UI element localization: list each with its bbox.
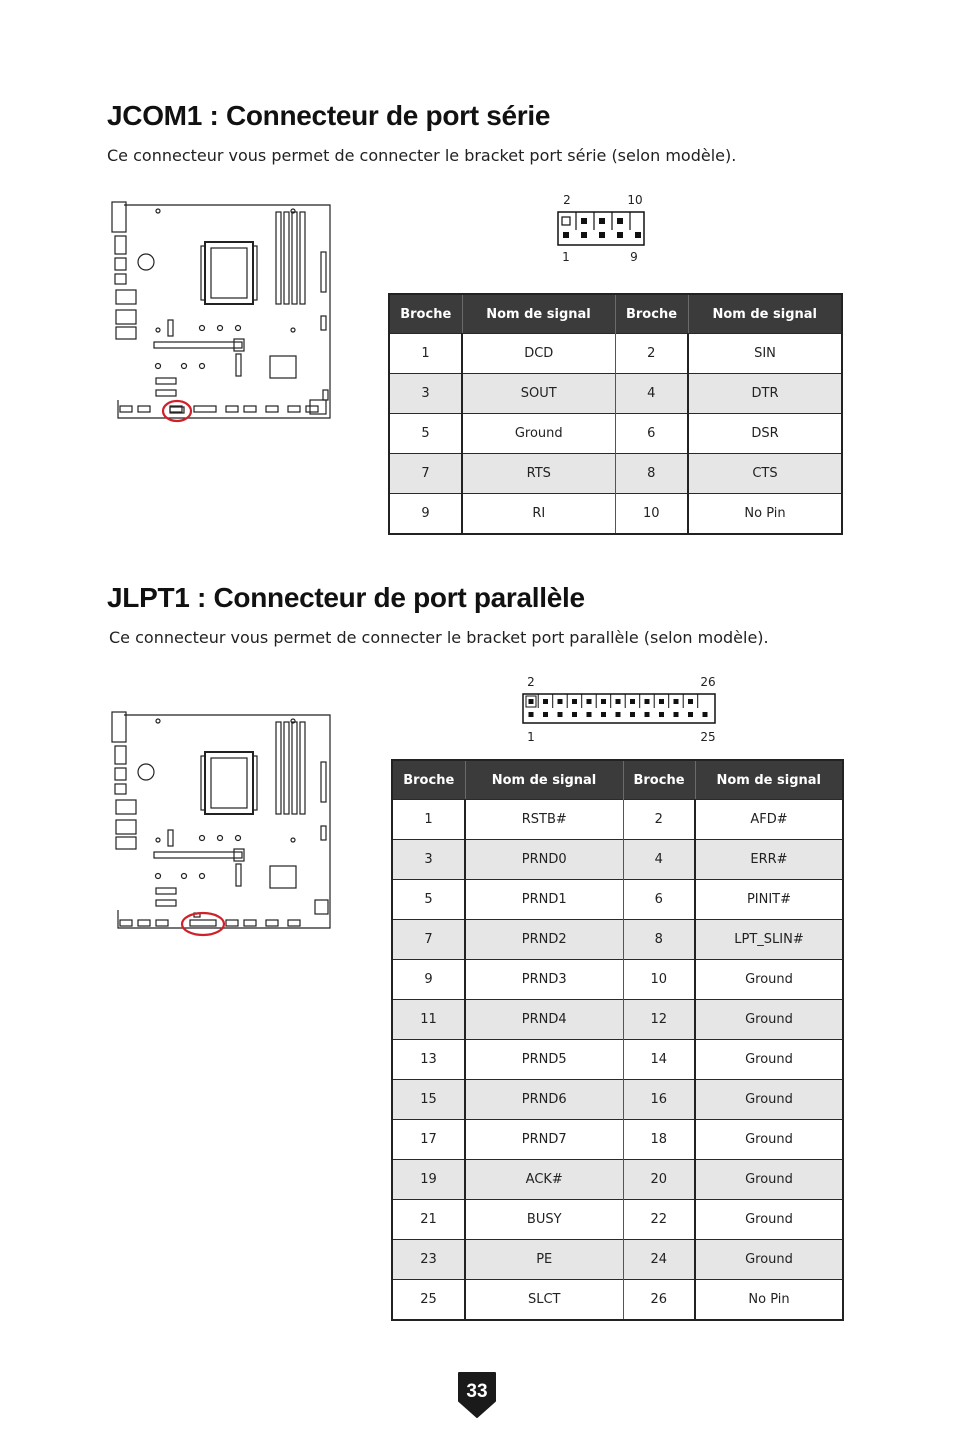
- header-pin: [529, 712, 534, 717]
- table-cell: ERR#: [695, 840, 843, 880]
- table-cell: 8: [615, 454, 688, 494]
- pin-label-top-right: 26: [700, 675, 716, 689]
- page-number: 33: [466, 1381, 488, 1402]
- pinout-table-jlpt1: [391, 759, 844, 1321]
- motherboard-diagram-jcom1: [110, 200, 335, 425]
- table-cell: PE: [465, 1240, 623, 1280]
- table-row: [392, 1000, 843, 1040]
- table-cell: 1: [389, 334, 462, 374]
- table-cell: 13: [392, 1040, 465, 1080]
- table-cell: 23: [392, 1240, 465, 1280]
- header-pin: [558, 699, 563, 704]
- table-cell: 21: [392, 1200, 465, 1240]
- table-row: [392, 1040, 843, 1080]
- table-cell: LPT_SLIN#: [695, 920, 843, 960]
- table-row: [392, 1080, 843, 1120]
- table-cell: 25: [392, 1280, 465, 1321]
- header-pin: [688, 699, 693, 704]
- column-header: Broche: [389, 294, 462, 334]
- header-pin: [572, 712, 577, 717]
- table-cell: 7: [389, 454, 462, 494]
- header-pin: [688, 712, 693, 717]
- table-row: [392, 920, 843, 960]
- table-cell: DCD: [462, 334, 615, 374]
- table-row: [392, 880, 843, 920]
- table-row: [392, 1160, 843, 1200]
- table-row: [392, 1240, 843, 1280]
- pin-label-bottom-right: 9: [630, 250, 638, 264]
- table-cell: 4: [623, 840, 695, 880]
- section-title-jlpt1: JLPT1 : Connecteur de port parallèle: [107, 582, 585, 613]
- column-header: Nom de signal: [688, 294, 842, 334]
- header-pin: [601, 699, 606, 704]
- table-cell: 3: [389, 374, 462, 414]
- table-header-row: [389, 294, 842, 334]
- header-pin: [659, 712, 664, 717]
- table-cell: 15: [392, 1080, 465, 1120]
- table-cell: PRND7: [465, 1120, 623, 1160]
- table-cell: No Pin: [695, 1280, 843, 1321]
- table-cell: 4: [615, 374, 688, 414]
- pinout-table-jcom1: [388, 293, 843, 535]
- table-cell: 10: [615, 494, 688, 535]
- table-cell: DSR: [688, 414, 842, 454]
- table-row: [392, 800, 843, 840]
- pin-label-bottom-left: 1: [527, 730, 535, 744]
- section-description-jcom1: Ce connecteur vous permet de connecter le bracket port série (selon modèle).: [107, 146, 737, 165]
- table-row: [392, 1120, 843, 1160]
- column-header: Broche: [623, 760, 695, 800]
- header-pin: [587, 712, 592, 717]
- table-cell: AFD#: [695, 800, 843, 840]
- header-pin: [645, 712, 650, 717]
- table-cell: 17: [392, 1120, 465, 1160]
- column-header: Broche: [392, 760, 465, 800]
- table-cell: 5: [389, 414, 462, 454]
- table-cell: 20: [623, 1160, 695, 1200]
- table-row: [389, 414, 842, 454]
- table-cell: CTS: [688, 454, 842, 494]
- header-pin: [645, 699, 650, 704]
- table-cell: PRND2: [465, 920, 623, 960]
- section-description-jlpt1: Ce connecteur vous permet de connecter le bracket port parallèle (selon modèle).: [109, 628, 769, 647]
- header-pin: [543, 712, 548, 717]
- table-row: [389, 334, 842, 374]
- table-cell: 14: [623, 1040, 695, 1080]
- table-cell: 9: [389, 494, 462, 535]
- motherboard-diagram-jlpt1: [110, 710, 335, 940]
- pin-label-bottom-left: 1: [562, 250, 570, 264]
- table-cell: Ground: [695, 1200, 843, 1240]
- table-cell: PRND6: [465, 1080, 623, 1120]
- table-cell: 6: [615, 414, 688, 454]
- pin-label-bottom-right: 25: [700, 730, 716, 744]
- table-cell: 2: [623, 800, 695, 840]
- table-cell: PRND3: [465, 960, 623, 1000]
- table-cell: 2: [615, 334, 688, 374]
- pin-header-jcom1: [548, 190, 658, 266]
- table-cell: 5: [392, 880, 465, 920]
- table-cell: 22: [623, 1200, 695, 1240]
- table-cell: 12: [623, 1000, 695, 1040]
- header-pin: [674, 699, 679, 704]
- table-cell: DTR: [688, 374, 842, 414]
- header-pin: [616, 699, 621, 704]
- section-title-jcom1: JCOM1 : Connecteur de port série: [107, 100, 551, 131]
- table-cell: SLCT: [465, 1280, 623, 1321]
- table-cell: PRND4: [465, 1000, 623, 1040]
- table-cell: 9: [392, 960, 465, 1000]
- table-cell: PRND1: [465, 880, 623, 920]
- table-cell: SIN: [688, 334, 842, 374]
- table-cell: 1: [392, 800, 465, 840]
- table-cell: PRND0: [465, 840, 623, 880]
- pin-label-top-right: 10: [627, 193, 643, 207]
- header-pin: [674, 712, 679, 717]
- table-cell: 16: [623, 1080, 695, 1120]
- header-pin: [529, 699, 534, 704]
- table-cell: PINIT#: [695, 880, 843, 920]
- header-pin: [558, 712, 563, 717]
- table-cell: BUSY: [465, 1200, 623, 1240]
- column-header: Nom de signal: [465, 760, 623, 800]
- table-cell: PRND5: [465, 1040, 623, 1080]
- table-row: [392, 1200, 843, 1240]
- column-header: Nom de signal: [462, 294, 615, 334]
- table-row: [389, 454, 842, 494]
- table-cell: Ground: [695, 1160, 843, 1200]
- table-cell: Ground: [695, 1080, 843, 1120]
- table-cell: 26: [623, 1280, 695, 1321]
- header-pin: [616, 712, 621, 717]
- table-cell: RI: [462, 494, 615, 535]
- table-cell: Ground: [695, 1000, 843, 1040]
- table-cell: Ground: [462, 414, 615, 454]
- table-cell: 19: [392, 1160, 465, 1200]
- header-pin: [587, 699, 592, 704]
- pin-label-top-left: 2: [563, 193, 571, 207]
- pin-header-jlpt1: [516, 672, 722, 748]
- table-cell: RTS: [462, 454, 615, 494]
- table-cell: 11: [392, 1000, 465, 1040]
- table-row: [389, 374, 842, 414]
- header-pin: [601, 712, 606, 717]
- pin-label-top-left: 2: [527, 675, 535, 689]
- table-cell: 7: [392, 920, 465, 960]
- table-row: [392, 1280, 843, 1321]
- header-pin: [659, 699, 664, 704]
- table-cell: Ground: [695, 1240, 843, 1280]
- table-row: [389, 494, 842, 535]
- table-cell: Ground: [695, 960, 843, 1000]
- table-cell: ACK#: [465, 1160, 623, 1200]
- table-cell: SOUT: [462, 374, 615, 414]
- table-cell: No Pin: [688, 494, 842, 535]
- table-cell: 24: [623, 1240, 695, 1280]
- table-cell: Ground: [695, 1040, 843, 1080]
- column-header: Nom de signal: [695, 760, 843, 800]
- table-row: [392, 840, 843, 880]
- header-pin: [703, 712, 708, 717]
- table-cell: 6: [623, 880, 695, 920]
- table-cell: Ground: [695, 1120, 843, 1160]
- table-row: [392, 960, 843, 1000]
- header-pin: [630, 699, 635, 704]
- table-cell: 3: [392, 840, 465, 880]
- table-cell: RSTB#: [465, 800, 623, 840]
- header-pin: [543, 699, 548, 704]
- column-header: Broche: [615, 294, 688, 334]
- table-header-row: [392, 760, 843, 800]
- table-cell: 10: [623, 960, 695, 1000]
- header-pin: [630, 712, 635, 717]
- table-cell: 8: [623, 920, 695, 960]
- table-cell: 18: [623, 1120, 695, 1160]
- header-pin: [572, 699, 577, 704]
